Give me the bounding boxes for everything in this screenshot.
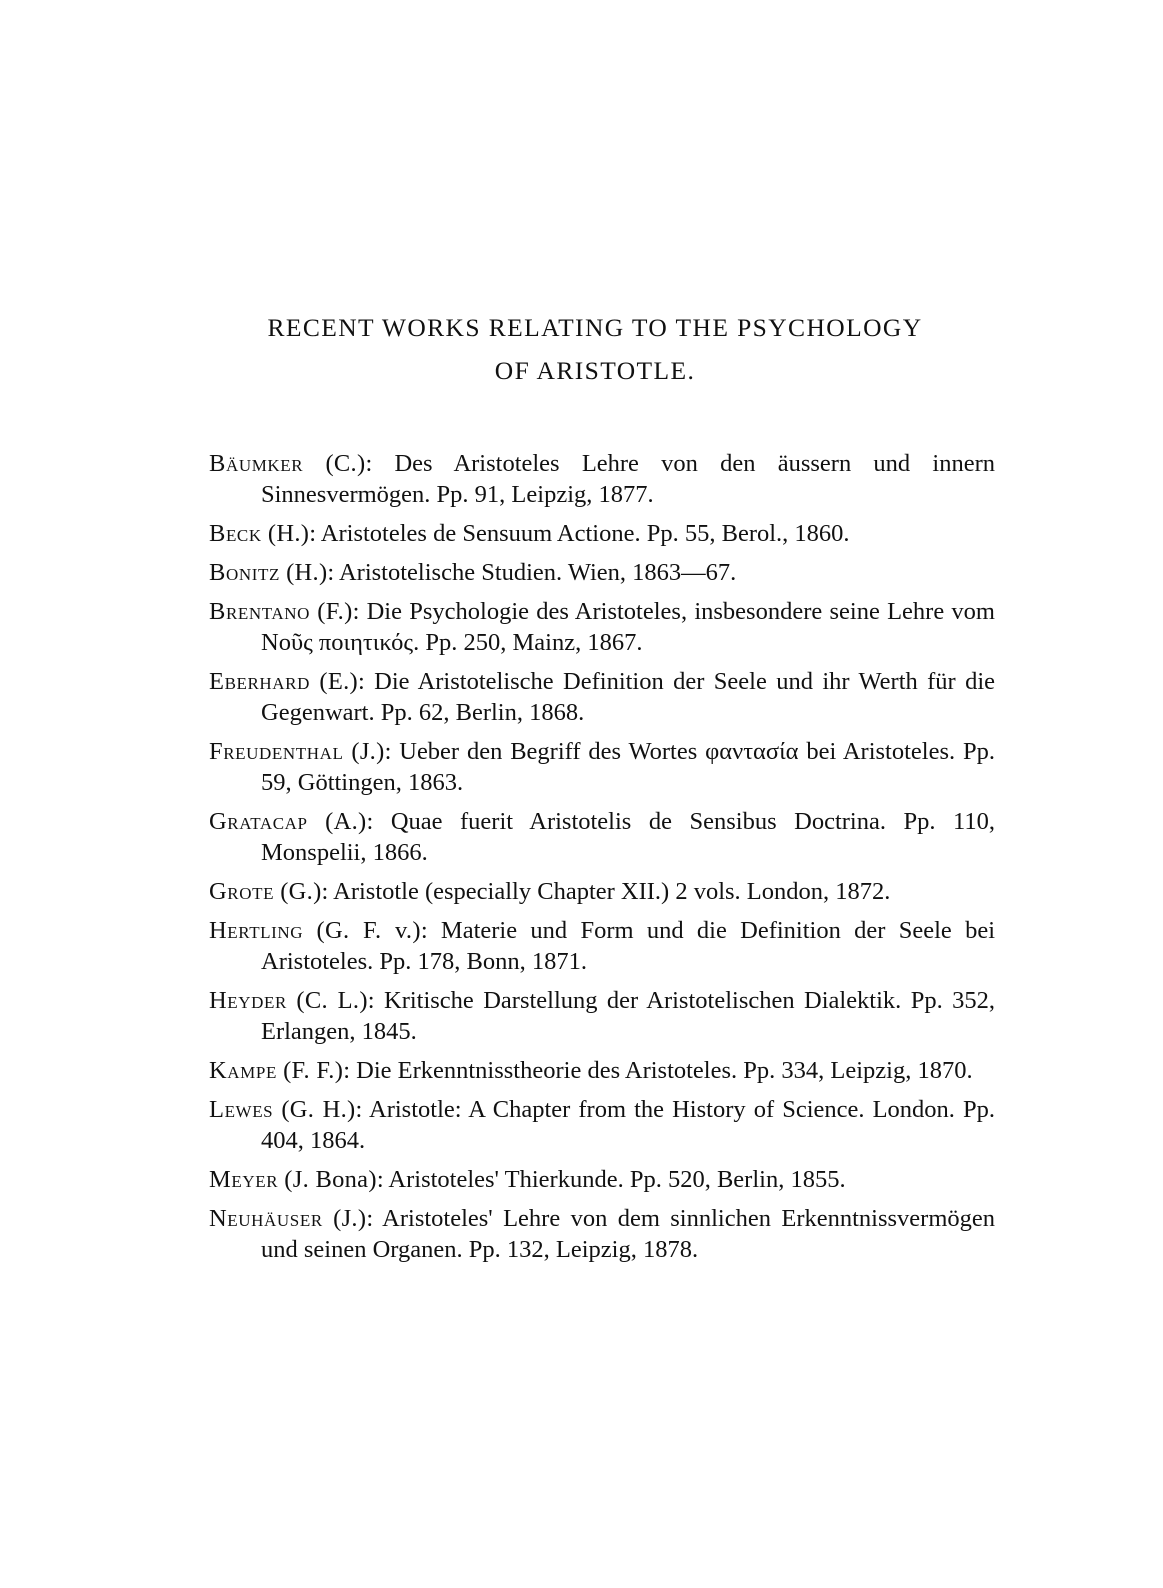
entry-author: Lewes — [209, 1096, 274, 1123]
entry-text: : Die Erkenntnisstheorie des Aristoteles. Pp. 334, Leipzig, 1870. — [343, 1057, 973, 1084]
entry-initials: (C.) — [325, 450, 366, 477]
entry-text: : Aristoteles de Sensuum Actione. Pp. 55, Berol., 1860. — [309, 520, 850, 547]
entry-text: : Materie und Form und die Definition der Seele bei Aristoteles. Pp. 178, Bonn, 1871. — [261, 917, 996, 975]
entry-initials: (A.) — [325, 808, 367, 835]
entry-text: : Die Aristotelische Definition der Seele und ihr Werth für die Gegenwart. Pp. 62, Berlin, 1868. — [261, 668, 996, 726]
entry-author: Hertling — [209, 917, 304, 944]
entry-author: Eberhard — [209, 668, 310, 695]
bibliography-entry — [209, 1094, 995, 1156]
bibliography-entry — [209, 915, 995, 977]
entry-text: : Aristotle: A Chapter from the History of Science. London. Pp. 404, 1864. — [261, 1096, 996, 1154]
entry-text: : Die Psychologie des Aristoteles, insbesondere seine Lehre vom Νοῦς ποιητικός. Pp. 250, Mainz, 1867. — [261, 598, 995, 656]
bibliography-entry — [209, 736, 995, 798]
entry-author: Bonitz — [209, 559, 280, 586]
entry-author: Freudenthal — [209, 738, 344, 765]
bibliography-entry — [209, 985, 995, 1047]
entry-initials: (J. Bona) — [284, 1166, 377, 1193]
entry-author: Neuhäuser — [209, 1205, 323, 1232]
entry-initials: (F. F.) — [283, 1057, 344, 1084]
entry-text: : Aristoteles' Thierkunde. Pp. 520, Berlin, 1855. — [376, 1166, 846, 1193]
entry-initials: (G.) — [280, 878, 322, 905]
bibliography-entry — [209, 557, 995, 588]
entry-author: Beck — [209, 520, 262, 547]
entry-text: : Ueber den Begriff des Wortes φαντασία bei Aristoteles. Pp. 59, Göttingen, 1863. — [261, 738, 995, 796]
entry-author: Heyder — [209, 987, 287, 1014]
entry-initials: (C. L.) — [296, 987, 368, 1014]
bibliography-entry — [209, 806, 995, 868]
entry-initials: (F.) — [317, 598, 353, 625]
title-line-2: OF ARISTOTLE. — [494, 356, 696, 385]
entry-initials: (H.) — [286, 559, 328, 586]
entry-text: : Aristoteles' Lehre von dem sinnlichen Erkenntnissvermögen und seinen Organen. Pp. 132, Leipzig, 1878. — [261, 1205, 995, 1263]
entry-author: Brentano — [209, 598, 310, 625]
entry-initials: (H.) — [267, 520, 310, 547]
bibliography-entry — [209, 666, 995, 728]
entry-initials: (G. H.) — [281, 1096, 356, 1123]
bibliography-entry — [209, 1164, 995, 1195]
entry-author: Grote — [209, 878, 275, 905]
entry-initials: (G. F. v.) — [316, 917, 421, 944]
entry-author: Kampe — [209, 1057, 277, 1084]
page-title — [190, 306, 1000, 392]
entry-author: Bäumker — [209, 450, 304, 477]
entry-text: : Des Aristoteles Lehre von den äussern und innern Sinnesvermögen. Pp. 91, Leipzig, 1877. — [261, 450, 995, 508]
bibliography-list — [209, 448, 995, 1273]
entry-text: : Aristotle (especially Chapter XII.) 2 vols. London, 1872. — [321, 878, 891, 905]
bibliography-entry — [209, 1055, 995, 1086]
entry-text: : Aristotelische Studien. Wien, 1863—67. — [327, 559, 737, 586]
bibliography-entry — [209, 1203, 995, 1265]
bibliography-entry — [209, 448, 995, 510]
entry-text: : Quae fuerit Aristotelis de Sensibus Doctrina. Pp. 110, Monspelii, 1866. — [261, 808, 996, 866]
entry-initials: (E.) — [319, 668, 358, 695]
entry-initials: (J.) — [351, 738, 385, 765]
bibliography-entry — [209, 596, 995, 658]
entry-author: Gratacap — [209, 808, 308, 835]
entry-text: : Kritische Darstellung der Aristotelischen Dialektik. Pp. 352, Erlangen, 1845. — [261, 987, 995, 1045]
bibliography-entry — [209, 876, 995, 907]
title-line-1: RECENT WORKS RELATING TO THE PSYCHOLOGY — [267, 313, 923, 342]
bibliography-entry — [209, 518, 995, 549]
entry-author: Meyer — [209, 1166, 279, 1193]
entry-initials: (J.) — [333, 1205, 367, 1232]
